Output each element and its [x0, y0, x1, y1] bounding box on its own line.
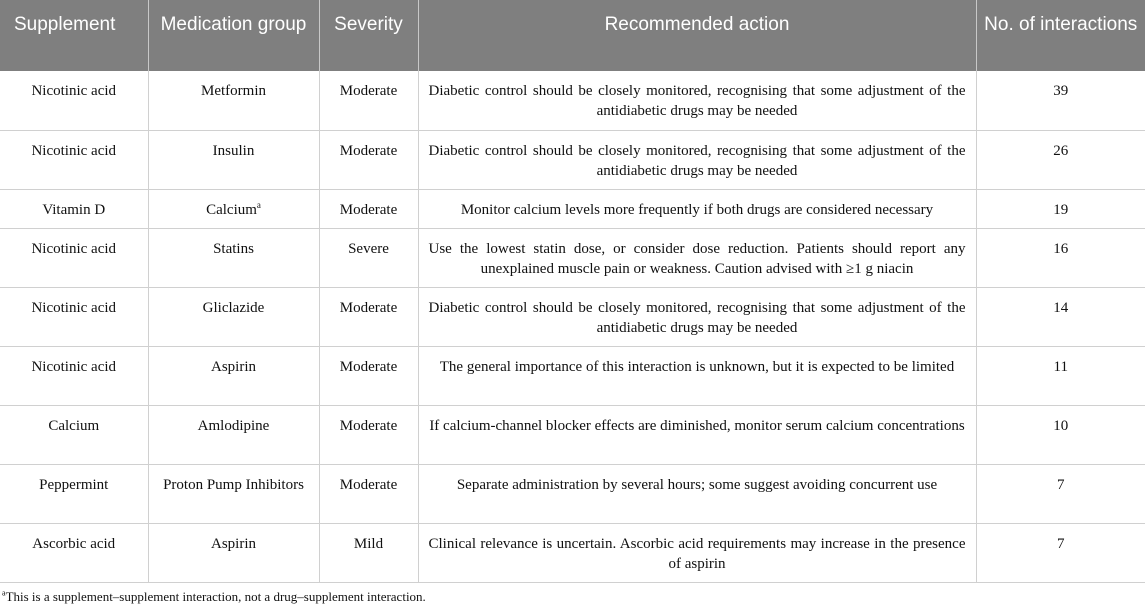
cell-supplement: Nicotinic acid — [0, 228, 148, 287]
table-row — [0, 130, 1145, 189]
cell-action: Use the lowest statin dose, or consider dose reduction. Patients should report any unexplained muscle pain or weakness. Caution advised with ≥1 g niacin — [418, 228, 976, 287]
table-row — [0, 464, 1145, 523]
cell-action: If calcium-channel blocker effects are diminished, monitor serum calcium concentrations — [418, 405, 976, 464]
cell-severity: Moderate — [319, 346, 418, 405]
table-row — [0, 287, 1145, 346]
cell-action: Diabetic control should be closely monitored, recognising that some adjustment of the antidiabetic drugs may be needed — [418, 287, 976, 346]
header-recommended-action: Recommended action — [418, 0, 976, 71]
header-severity: Severity — [319, 0, 418, 71]
cell-count: 19 — [976, 189, 1145, 228]
cell-medication: Amlodipine — [148, 405, 319, 464]
cell-count: 26 — [976, 130, 1145, 189]
header-row — [0, 0, 1145, 71]
cell-severity: Severe — [319, 228, 418, 287]
cell-medication — [148, 189, 319, 228]
footnote-mark: a — [2, 588, 6, 598]
cell-supplement: Nicotinic acid — [0, 130, 148, 189]
cell-action: The general importance of this interaction is unknown, but it is expected to be limited — [418, 346, 976, 405]
cell-count: 14 — [976, 287, 1145, 346]
cell-severity: Mild — [319, 523, 418, 582]
cell-medication: Gliclazide — [148, 287, 319, 346]
cell-medication: Metformin — [148, 71, 319, 130]
header-medication-group: Medication group — [148, 0, 319, 71]
cell-action: Diabetic control should be closely monitored, recognising that some adjustment of the antidiabetic drugs may be needed — [418, 130, 976, 189]
cell-supplement: Calcium — [0, 405, 148, 464]
table-row — [0, 405, 1145, 464]
header-number-of-interactions: No. of interactions — [976, 0, 1145, 71]
cell-severity: Moderate — [319, 71, 418, 130]
cell-action: Monitor calcium levels more frequently if both drugs are considered necessary — [418, 189, 976, 228]
cell-supplement: Peppermint — [0, 464, 148, 523]
cell-count: 11 — [976, 346, 1145, 405]
cell-supplement: Nicotinic acid — [0, 346, 148, 405]
cell-count: 10 — [976, 405, 1145, 464]
cell-action: Diabetic control should be closely monitored, recognising that some adjustment of the antidiabetic drugs may be needed — [418, 71, 976, 130]
table-footnote — [2, 589, 426, 605]
cell-supplement: Nicotinic acid — [0, 71, 148, 130]
table-row — [0, 346, 1145, 405]
footnote-text: This is a supplement–supplement interaction, not a drug–supplement interaction. — [5, 589, 426, 604]
cell-count: 7 — [976, 523, 1145, 582]
cell-supplement: Ascorbic acid — [0, 523, 148, 582]
cell-medication: Aspirin — [148, 523, 319, 582]
cell-count: 7 — [976, 464, 1145, 523]
cell-action: Clinical relevance is uncertain. Ascorbic acid requirements may increase in the presence of aspirin — [418, 523, 976, 582]
cell-severity: Moderate — [319, 464, 418, 523]
table-row — [0, 71, 1145, 130]
cell-medication: Statins — [148, 228, 319, 287]
cell-medication: Aspirin — [148, 346, 319, 405]
cell-supplement: Nicotinic acid — [0, 287, 148, 346]
cell-severity: Moderate — [319, 189, 418, 228]
header-supplement: Supplement — [14, 14, 116, 35]
cell-count: 16 — [976, 228, 1145, 287]
cell-count: 39 — [976, 71, 1145, 130]
footnote-marker: a — [256, 199, 261, 210]
cell-severity: Moderate — [319, 130, 418, 189]
cell-medication: Proton Pump Inhibitors — [148, 464, 319, 523]
cell-supplement: Vitamin D — [0, 189, 148, 228]
table-row — [0, 523, 1145, 582]
table-row — [0, 189, 1145, 228]
table-row — [0, 228, 1145, 287]
cell-severity: Moderate — [319, 287, 418, 346]
cell-medication: Insulin — [148, 130, 319, 189]
cell-action: Separate administration by several hours; some suggest avoiding concurrent use — [418, 464, 976, 523]
cell-severity: Moderate — [319, 405, 418, 464]
medication-text: Calcium — [206, 201, 257, 218]
